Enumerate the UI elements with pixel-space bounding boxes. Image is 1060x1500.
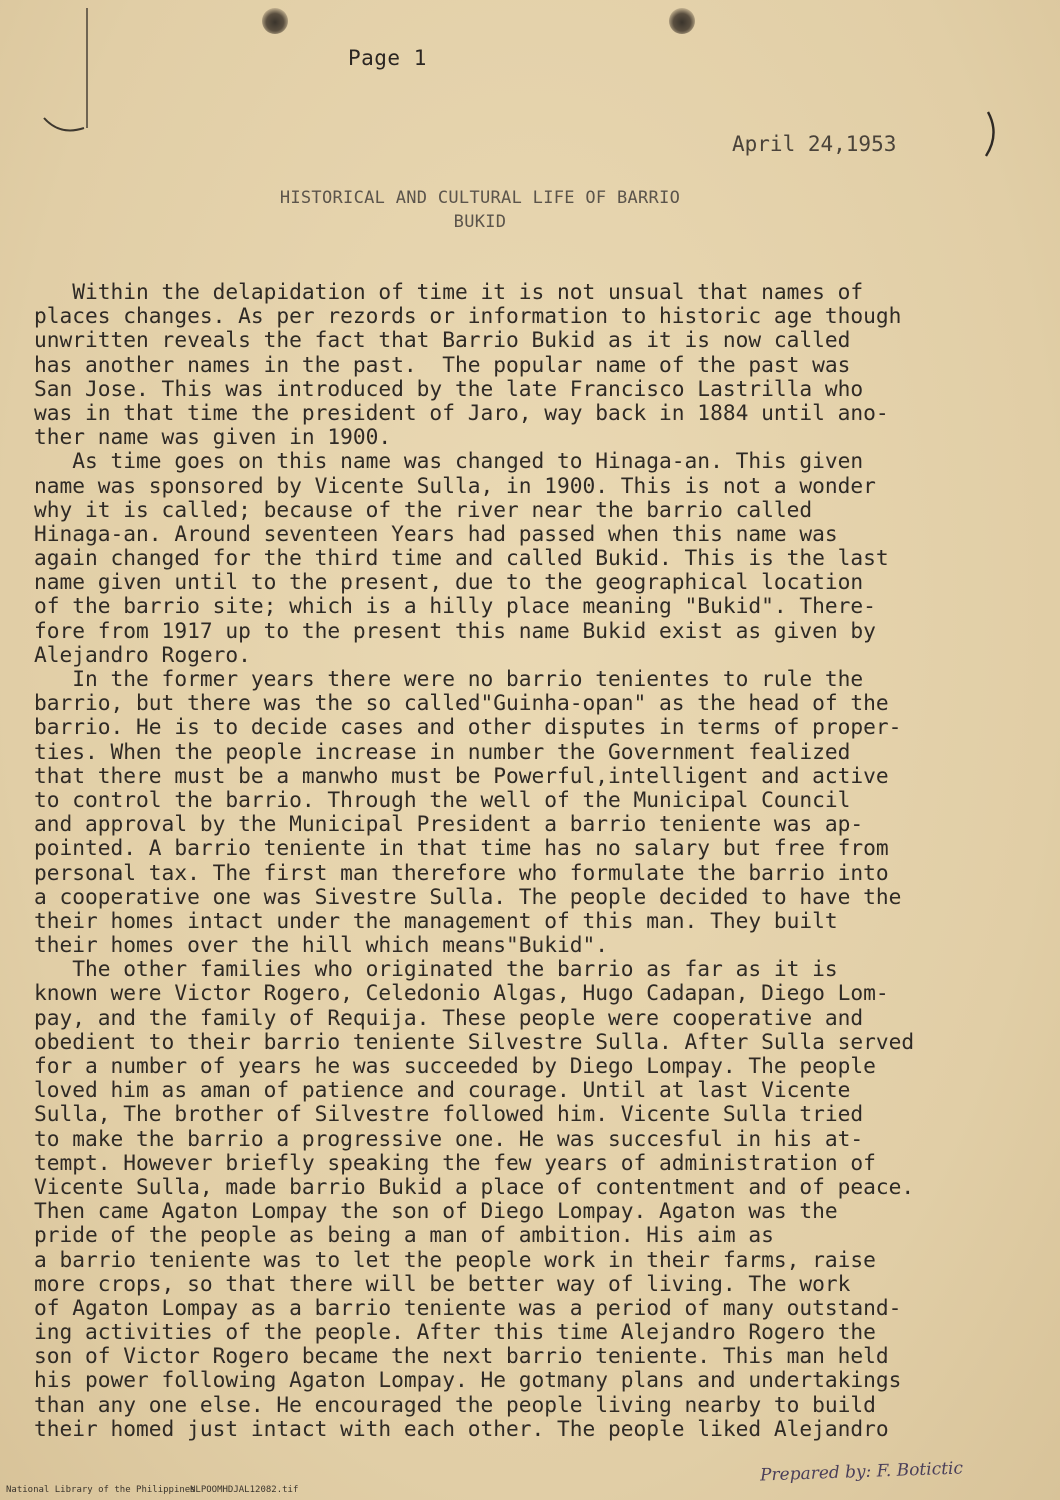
body-line: their homes over the hill which means"Bukid". — [34, 932, 609, 958]
body-line: ther name was given in 1900. — [34, 424, 392, 450]
body-line: pointed. A barrio teniente in that time has no salary but free from — [34, 835, 889, 861]
punch-hole-right — [669, 8, 695, 34]
body-line: and approval by the Municipal President a barrio teniente was ap- — [34, 811, 864, 837]
body-line: a cooperative one was Sivestre Sulla. The people decided to have the — [34, 883, 902, 909]
handwritten-signature: Prepared by: F. Botictic — [759, 1458, 964, 1486]
body-line: that there must be a manwho must be Powerful,intelligent and active — [34, 762, 889, 788]
body-line: to control the barrio. Through the well of the Municipal Council — [34, 786, 851, 812]
body-line: Within the delapidation of time it is not unsual that names of — [34, 279, 864, 304]
bracket-mark-left — [40, 112, 100, 142]
body-line: barrio. He is to decide cases and other disputes in terms of proper- — [34, 714, 902, 740]
body-line: The other families who originated the barrio as far as it is — [34, 956, 838, 982]
body-line: ties. When the people increase in number the Government fealized — [34, 738, 851, 764]
body-line: was in that time the president of Jaro, way back in 1884 until ano- — [34, 399, 889, 425]
body-line: unwritten reveals the fact that Barrio Bukid as it is now called — [34, 327, 851, 353]
body-line: In the former years there were no barrio tenientes to rule the — [34, 666, 864, 691]
body-line: name given until to the present, due to the geographical location — [34, 569, 864, 595]
margin-mark-left — [86, 8, 88, 128]
title-line-1: HISTORICAL AND CULTURAL LIFE OF BARRIO — [279, 188, 681, 208]
body-line: Sulla, The brother of Silvestre followed him. Vicente Sulla tried — [34, 1101, 864, 1127]
body-line: Hinaga-an. Around seventeen Years had passed when this name was — [34, 520, 838, 546]
body-line: why it is called; because of the river near the barrio called — [34, 496, 813, 522]
punch-hole-left — [262, 8, 288, 34]
body-line: tempt. However briefly speaking the few years of administration of — [34, 1149, 876, 1175]
body-line: personal tax. The first man therefore who formulate the barrio into — [34, 859, 889, 885]
body-line: for a number of years he was succeeded by Diego Lompay. The people — [34, 1053, 876, 1078]
body-line: of the barrio site; which is a hilly place meaning "Bukid". There- — [34, 593, 876, 619]
body-line: places changes. As per rezords or information to historic age though — [34, 303, 902, 329]
body-line: obedient to their barrio teniente Silvestre Sulla. After Sulla served — [34, 1028, 915, 1054]
body-line: more crops, so that there will be better way of living. The work — [34, 1270, 851, 1296]
body-line: pay, and the family of Requija. These people were cooperative and — [34, 1004, 864, 1030]
body-line: barrio, but there was the so called"Guinha-opan" as the head of the — [34, 690, 889, 716]
body-line: again changed for the third time and called Bukid. This is the last — [34, 545, 889, 571]
body-line: their homed just intact with each other. The people liked Alejandro — [34, 1415, 889, 1441]
body-line: than any one else. He encouraged the people living nearby to build — [34, 1391, 876, 1417]
body-line: Then came Agaton Lompay the son of Diego Lompay. Agaton was the — [34, 1198, 838, 1224]
bracket-mark-right — [978, 108, 1008, 162]
document-date: April 24,1953 — [732, 132, 897, 156]
body-line: their homes intact under the management of this man. They built — [34, 907, 838, 933]
document-body — [34, 280, 1034, 1441]
title-line-2: BUKID — [453, 212, 507, 232]
body-line: San Jose. This was introduced by the late Francisco Lastrilla who — [34, 375, 864, 401]
body-line: As time goes on this name was changed to Hinaga-an. This given — [34, 448, 864, 474]
body-line: has another names in the past. The popular name of the past was — [34, 351, 851, 377]
body-line: loved him as aman of patience and courage. Until at last Vicente — [34, 1077, 851, 1103]
body-line: to make the barrio a progressive one. He was succesful in his at- — [34, 1125, 864, 1151]
document-title — [180, 186, 780, 234]
page-number: Page 1 — [348, 46, 427, 70]
body-line: Vicente Sulla, made barrio Bukid a place of contentment and of peace. — [34, 1173, 915, 1199]
body-line: his power following Agaton Lompay. He gotmany plans and undertakings — [34, 1367, 902, 1393]
body-line: known were Victor Rogero, Celedonio Algas, Hugo Cadapan, Diego Lom- — [34, 980, 889, 1006]
body-line: of Agaton Lompay as a barrio teniente was a period of many outstand- — [34, 1294, 902, 1320]
body-line: name was sponsored by Vicente Sulla, in 1900. This is not a wonder — [34, 472, 876, 498]
body-line: ing activities of the people. After this time Alejandro Rogero the — [34, 1319, 876, 1345]
body-line: pride of the people as being a man of ambition. His aim as — [34, 1222, 774, 1248]
body-line: son of Victor Rogero became the next barrio teniente. This man held — [34, 1343, 889, 1369]
library-label: National Library of the Philippines — [6, 1485, 196, 1495]
body-line: fore from 1917 up to the present this name Bukid exist as given by — [34, 617, 876, 643]
body-line: a barrio teniente was to let the people work in their farms, raise — [34, 1246, 876, 1272]
file-name: NLPOOMHDJAL12082.tif — [190, 1485, 299, 1495]
body-line: Alejandro Rogero. — [34, 641, 251, 667]
